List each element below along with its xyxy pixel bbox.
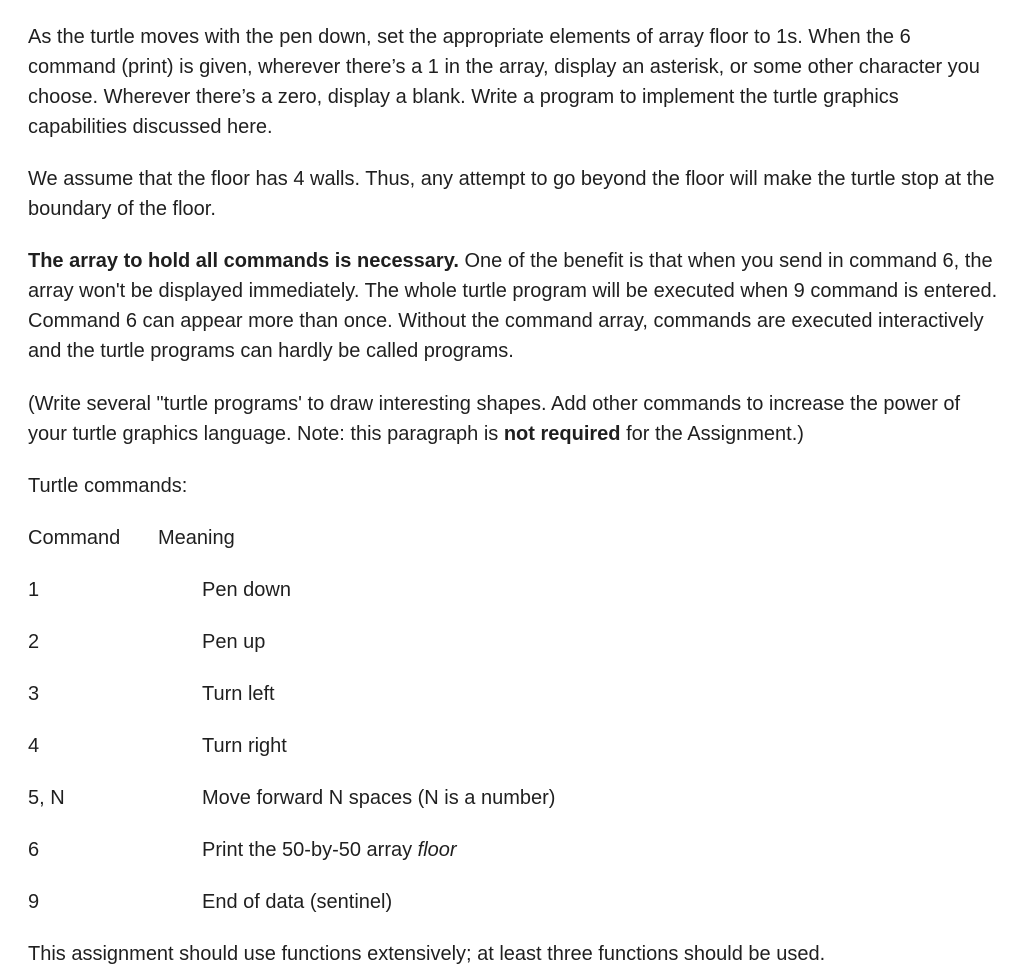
command-code: 3	[28, 683, 40, 705]
column-header-meaning: Meaning	[158, 527, 235, 549]
turtle-commands-heading	[28, 471, 1003, 501]
floor-array-name: floor	[417, 839, 457, 861]
command-meaning	[202, 835, 457, 865]
paragraph-optional-end: for the Assignment.)	[620, 423, 804, 445]
command-meaning: Move forward N spaces (N is a number)	[202, 787, 556, 809]
paragraph-floor-array-text: As the turtle moves with the pen down, set the appropriate elements of array floor to 1s. When the 6 command (print) is given, wherever there’s a 1 in the array, display an asterisk, or some other character you choose. Wherever there’s a zero, display a blank. Write a program to implement the turtle graphics capabilities discussed here.	[28, 26, 980, 138]
turtle-commands-heading-text: Turtle commands:	[28, 475, 188, 497]
not-required-emphasis: not required	[503, 423, 621, 445]
paragraph-optional	[28, 389, 1003, 449]
command-row-pen-down	[28, 575, 988, 605]
paragraph-optional-start: (Write several "turtle programs' to draw interesting shapes. Add other commands to increase the power of your turtle graphics language. Note: this paragraph is	[28, 393, 961, 445]
command-row-end-of-data	[28, 887, 988, 917]
command-row-pen-up	[28, 627, 988, 657]
paragraph-command-array-text: One of the benefit is that when you send in command 6, the array won't be displayed immediately. The whole turtle program will be executed when 9 command is entered. Command 6 can appear more than once. Without the command array, commands are executed interactively and the turtle programs can hardly be called programs.	[28, 250, 998, 362]
paragraph-command-array	[28, 246, 1003, 366]
command-meaning: Turn left	[202, 683, 275, 705]
command-code: 9	[28, 891, 40, 913]
command-code: 6	[28, 839, 40, 861]
command-code: 1	[28, 579, 40, 601]
command-meaning: Pen down	[202, 579, 291, 601]
column-header-command: Command	[28, 527, 121, 549]
paragraph-functions-requirement	[28, 939, 1003, 969]
paragraph-floor-array	[28, 22, 1003, 142]
command-code: 2	[28, 631, 40, 653]
command-row-move-forward	[28, 783, 988, 813]
command-meaning-text: Print the 50-by-50 array	[202, 839, 418, 861]
command-row-turn-left	[28, 679, 988, 709]
command-row-print	[28, 835, 988, 865]
command-table-header	[28, 523, 988, 553]
command-meaning: Turn right	[202, 735, 287, 757]
paragraph-walls-text: We assume that the floor has 4 walls. Thus, any attempt to go beyond the floor will make the turtle stop at the boundary of the floor.	[28, 168, 995, 220]
command-meaning: Pen up	[202, 631, 266, 653]
command-code: 5, N	[28, 787, 65, 809]
command-code: 4	[28, 735, 40, 757]
paragraph-functions-requirement-text: This assignment should use functions extensively; at least three functions should be used.	[28, 943, 826, 965]
paragraph-walls	[28, 164, 1003, 224]
command-array-emphasis: The array to hold all commands is necessary.	[28, 250, 459, 272]
command-meaning: End of data (sentinel)	[202, 891, 393, 913]
command-row-turn-right	[28, 731, 988, 761]
